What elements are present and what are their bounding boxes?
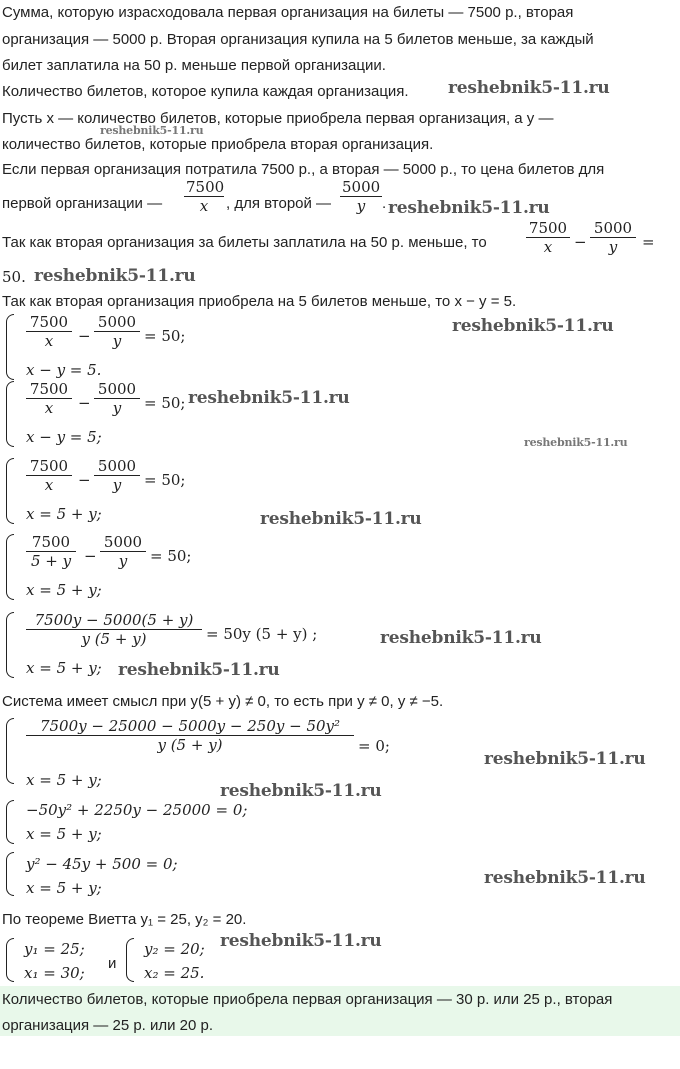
system-brace: [126, 938, 134, 982]
system-brace: [6, 381, 14, 447]
fraction-5000-y: $\frac{5000}{y}$: [590, 219, 636, 256]
equation-row: x = 5 + y;: [26, 505, 102, 523]
fraction-5000-y: $\frac{5000}{y}$: [94, 313, 140, 350]
intro-line-1: Сумма, которую израсходовала первая организация на билеты — 7500 р., вторая: [2, 4, 574, 21]
watermark: reshebnik5-11.ru: [448, 78, 610, 98]
condition-1-result: 50.: [2, 268, 26, 286]
minus-sign: −: [574, 233, 587, 251]
watermark: reshebnik5-11.ru: [484, 868, 646, 888]
system-brace: [6, 852, 14, 896]
equation-rhs: = 0;: [358, 737, 390, 755]
root-x2: x₂ = 25.: [144, 964, 205, 982]
watermark: reshebnik5-11.ru: [118, 660, 280, 680]
minus-sign: −: [84, 547, 97, 565]
fraction-5000-y: $\frac{5000}{y}$: [94, 457, 140, 494]
watermark: reshebnik5-11.ru: [220, 931, 382, 951]
intro-line-2: организация — 5000 р. Вторая организация купила на 5 билетов меньше, за каждый: [2, 31, 594, 48]
system-brace: [6, 612, 14, 678]
root-x1: x₁ = 30;: [24, 964, 85, 982]
watermark: reshebnik5-11.ru: [388, 198, 550, 218]
watermark: reshebnik5-11.ru: [188, 388, 350, 408]
watermark: reshebnik5-11.ru: [452, 316, 614, 336]
price-line-2a: первой организации —: [2, 195, 163, 212]
minus-sign: −: [78, 394, 91, 412]
watermark: reshebnik5-11.ru: [220, 781, 382, 801]
condition-2: Так как вторая организация приобрела на 5 билетов меньше, то x − y = 5.: [2, 293, 517, 310]
watermark: reshebnik5-11.ru: [484, 749, 646, 769]
minus-sign: −: [78, 327, 91, 345]
equation-row: x − y = 5;: [26, 428, 102, 446]
price-line-2c: .: [382, 195, 387, 212]
equation-row: x = 5 + y;: [26, 659, 102, 677]
fraction-system-5: $\frac{7500y - 5000(5 + y)}{y (5 + y)}$: [26, 611, 202, 648]
fraction-7500-x: $\frac{7500}{x}$: [186, 178, 225, 215]
fraction-7500-x: $\frac{7500}{x}$: [526, 219, 570, 256]
equation-row: x = 5 + y;: [26, 771, 102, 789]
fraction-7500-5plusy: $\frac{7500}{5 + y}$: [26, 533, 76, 570]
price-line-1: Если первая организация потратила 7500 р., а вторая — 5000 р., то цена билетов для: [2, 161, 605, 178]
vieta-line: По теореме Виетта y₁ = 25, y₂ = 20.: [2, 911, 247, 928]
domain-note: Система имеет смысл при y(5 + y) ≠ 0, то есть при y ≠ 0, y ≠ −5.: [2, 693, 444, 710]
equation-row: x = 5 + y;: [26, 581, 102, 599]
fraction-5000-y: $\frac{5000}{y}$: [100, 533, 146, 570]
equation-rhs: = 50;: [144, 471, 186, 489]
equation-rhs: = 50;: [144, 327, 186, 345]
let-line-2: количество билетов, которые приобрела вторая организация.: [2, 136, 434, 153]
equation-row: x = 5 + y;: [26, 825, 102, 843]
system-brace: [6, 534, 14, 600]
equation-row: −50y² + 2250y − 25000 = 0;: [26, 801, 248, 819]
price-line-2b: , для второй —: [226, 195, 332, 212]
condition-1: Так как вторая организация за билеты заплатила на 50 р. меньше, то: [2, 234, 487, 251]
root-y1: y₁ = 25;: [24, 940, 85, 958]
equation-row: y² − 45y + 500 = 0;: [26, 855, 178, 873]
let-line-1: Пусть x — количество билетов, которые приобрела первая организация, а y —: [2, 110, 554, 127]
intro-line-4: Количество билетов, которое купила каждая организация.: [2, 83, 409, 100]
fraction-5000-y: $\frac{5000}{y}$: [342, 178, 381, 215]
fraction-7500-x: $\frac{7500}{x}$: [26, 313, 72, 350]
system-brace: [6, 800, 14, 844]
fraction-system-6: $\frac{\text{7500y − 25000 − 5000y − 250y − 50y²}}{y (5 + y)}$: [26, 717, 354, 754]
watermark: reshebnik5-11.ru: [524, 436, 628, 449]
and-word: и: [108, 955, 117, 972]
fraction-7500-x: $\frac{7500}{x}$: [26, 380, 72, 417]
root-y2: y₂ = 20;: [144, 940, 205, 958]
intro-line-3: билет заплатила на 50 р. меньше первой организации.: [2, 57, 386, 74]
watermark: reshebnik5-11.ru: [34, 266, 196, 286]
equation-row: x = 5 + y;: [26, 879, 102, 897]
watermark: reshebnik5-11.ru: [380, 628, 542, 648]
equals-sign: =: [642, 233, 655, 251]
minus-sign: −: [78, 471, 91, 489]
equation-rhs: = 50;: [144, 394, 186, 412]
answer-line-2: организация — 25 р. или 20 р.: [2, 1017, 214, 1034]
equation-rhs: = 50;: [150, 547, 192, 565]
watermark: reshebnik5-11.ru: [100, 124, 204, 137]
system-brace: [6, 938, 14, 982]
equation-rhs: = 50y (5 + y) ;: [206, 625, 318, 643]
fraction-5000-y: $\frac{5000}{y}$: [94, 380, 140, 417]
system-brace: [6, 314, 14, 380]
system-brace: [6, 458, 14, 524]
watermark: reshebnik5-11.ru: [260, 509, 422, 529]
equation-row: x − y = 5.: [26, 361, 102, 379]
system-brace: [6, 718, 14, 784]
fraction-7500-x: $\frac{7500}{x}$: [26, 457, 72, 494]
answer-line-1: Количество билетов, которые приобрела первая организация — 30 р. или 25 р., вторая: [2, 991, 613, 1008]
